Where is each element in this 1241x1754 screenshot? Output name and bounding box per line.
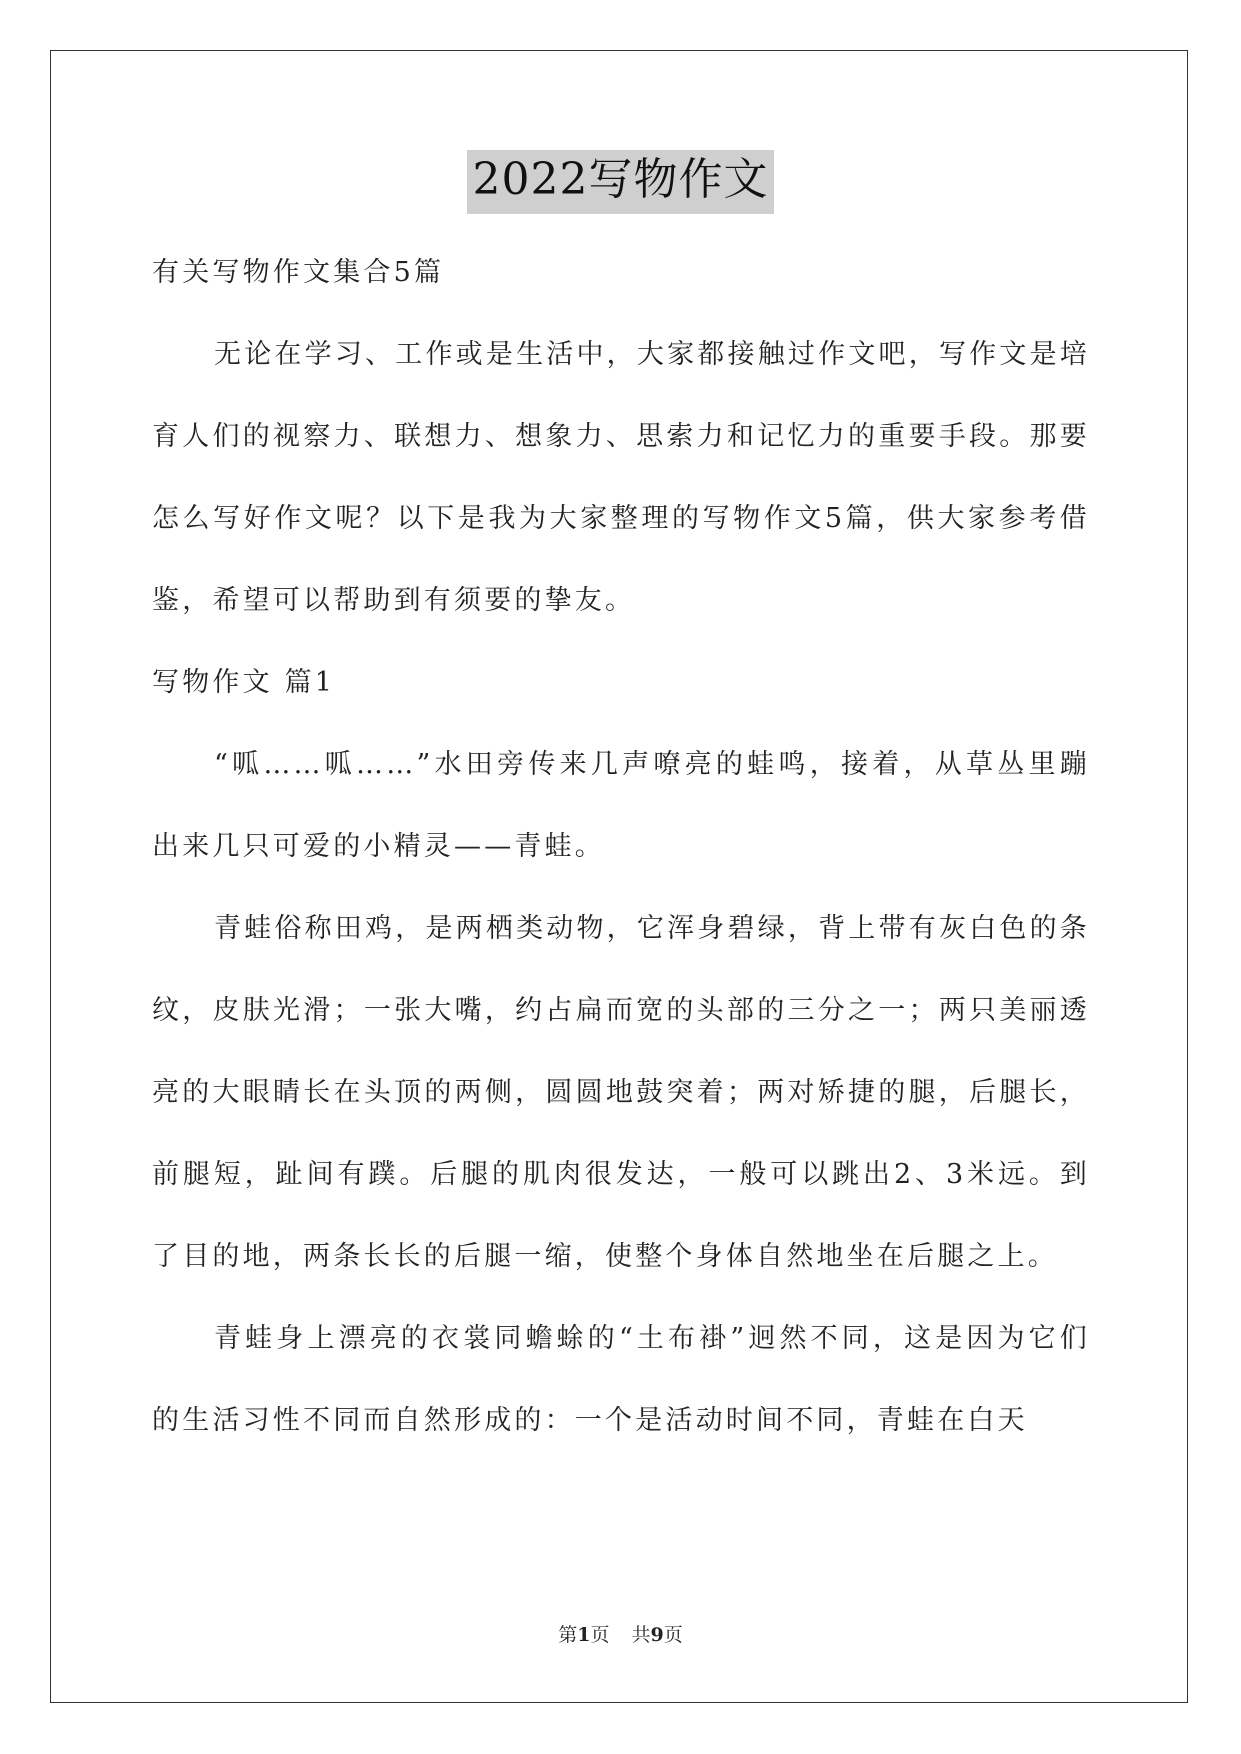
title-wrap [0,150,1241,214]
total-suffix: 页 [663,1624,683,1646]
document-title: 2022写物作文 [467,150,775,214]
body-paragraph: 青蛙俗称田鸡，是两栖类动物，它浑身碧绿，背上带有灰白色的条纹，皮肤光滑；一张大嘴，约占扁而宽的头部的三分之一；两只美丽透亮的大眼睛长在头顶的两侧，圆圆地鼓突着；两对矫捷的腿，后腿长，前腿短，趾间有蹼。后腿的肌肉很发达，一般可以跳出2、3米远。到了目的地，两条长长的后腿一缩，使整个身体自然地坐在后腿之上。 [152,913,1090,1272]
page-current: 1 [577,1624,591,1646]
body-paragraph: 青蛙身上漂亮的衣裳同蟾蜍的“土布褂”迥然不同，这是因为它们的生活习性不同而自然形成的：一个是活动时间不同，青蛙在白天 [152,1323,1090,1436]
total-prefix: 共 [631,1624,651,1646]
page-total: 9 [650,1624,664,1646]
intro-heading: 有关写物作文集合5篇 [152,257,445,288]
page-suffix: 页 [590,1624,610,1646]
section-heading: 写物作文 篇1 [152,667,336,698]
body-paragraph: “呱……呱……”水田旁传来几声嘹亮的蛙鸣，接着，从草丛里蹦出来几只可爱的小精灵——青蛙。 [152,749,1090,862]
intro-paragraph: 无论在学习、工作或是生活中，大家都接触过作文吧，写作文是培育人们的视察力、联想力、想象力、思索力和记忆力的重要手段。那要怎么写好作文呢？以下是我为大家整理的写物作文5篇，供大家参考借鉴，希望可以帮助到有须要的挚友。 [152,339,1090,616]
page-footer [0,1620,1241,1647]
document-body [152,232,1090,1462]
page-prefix: 第 [558,1624,578,1646]
